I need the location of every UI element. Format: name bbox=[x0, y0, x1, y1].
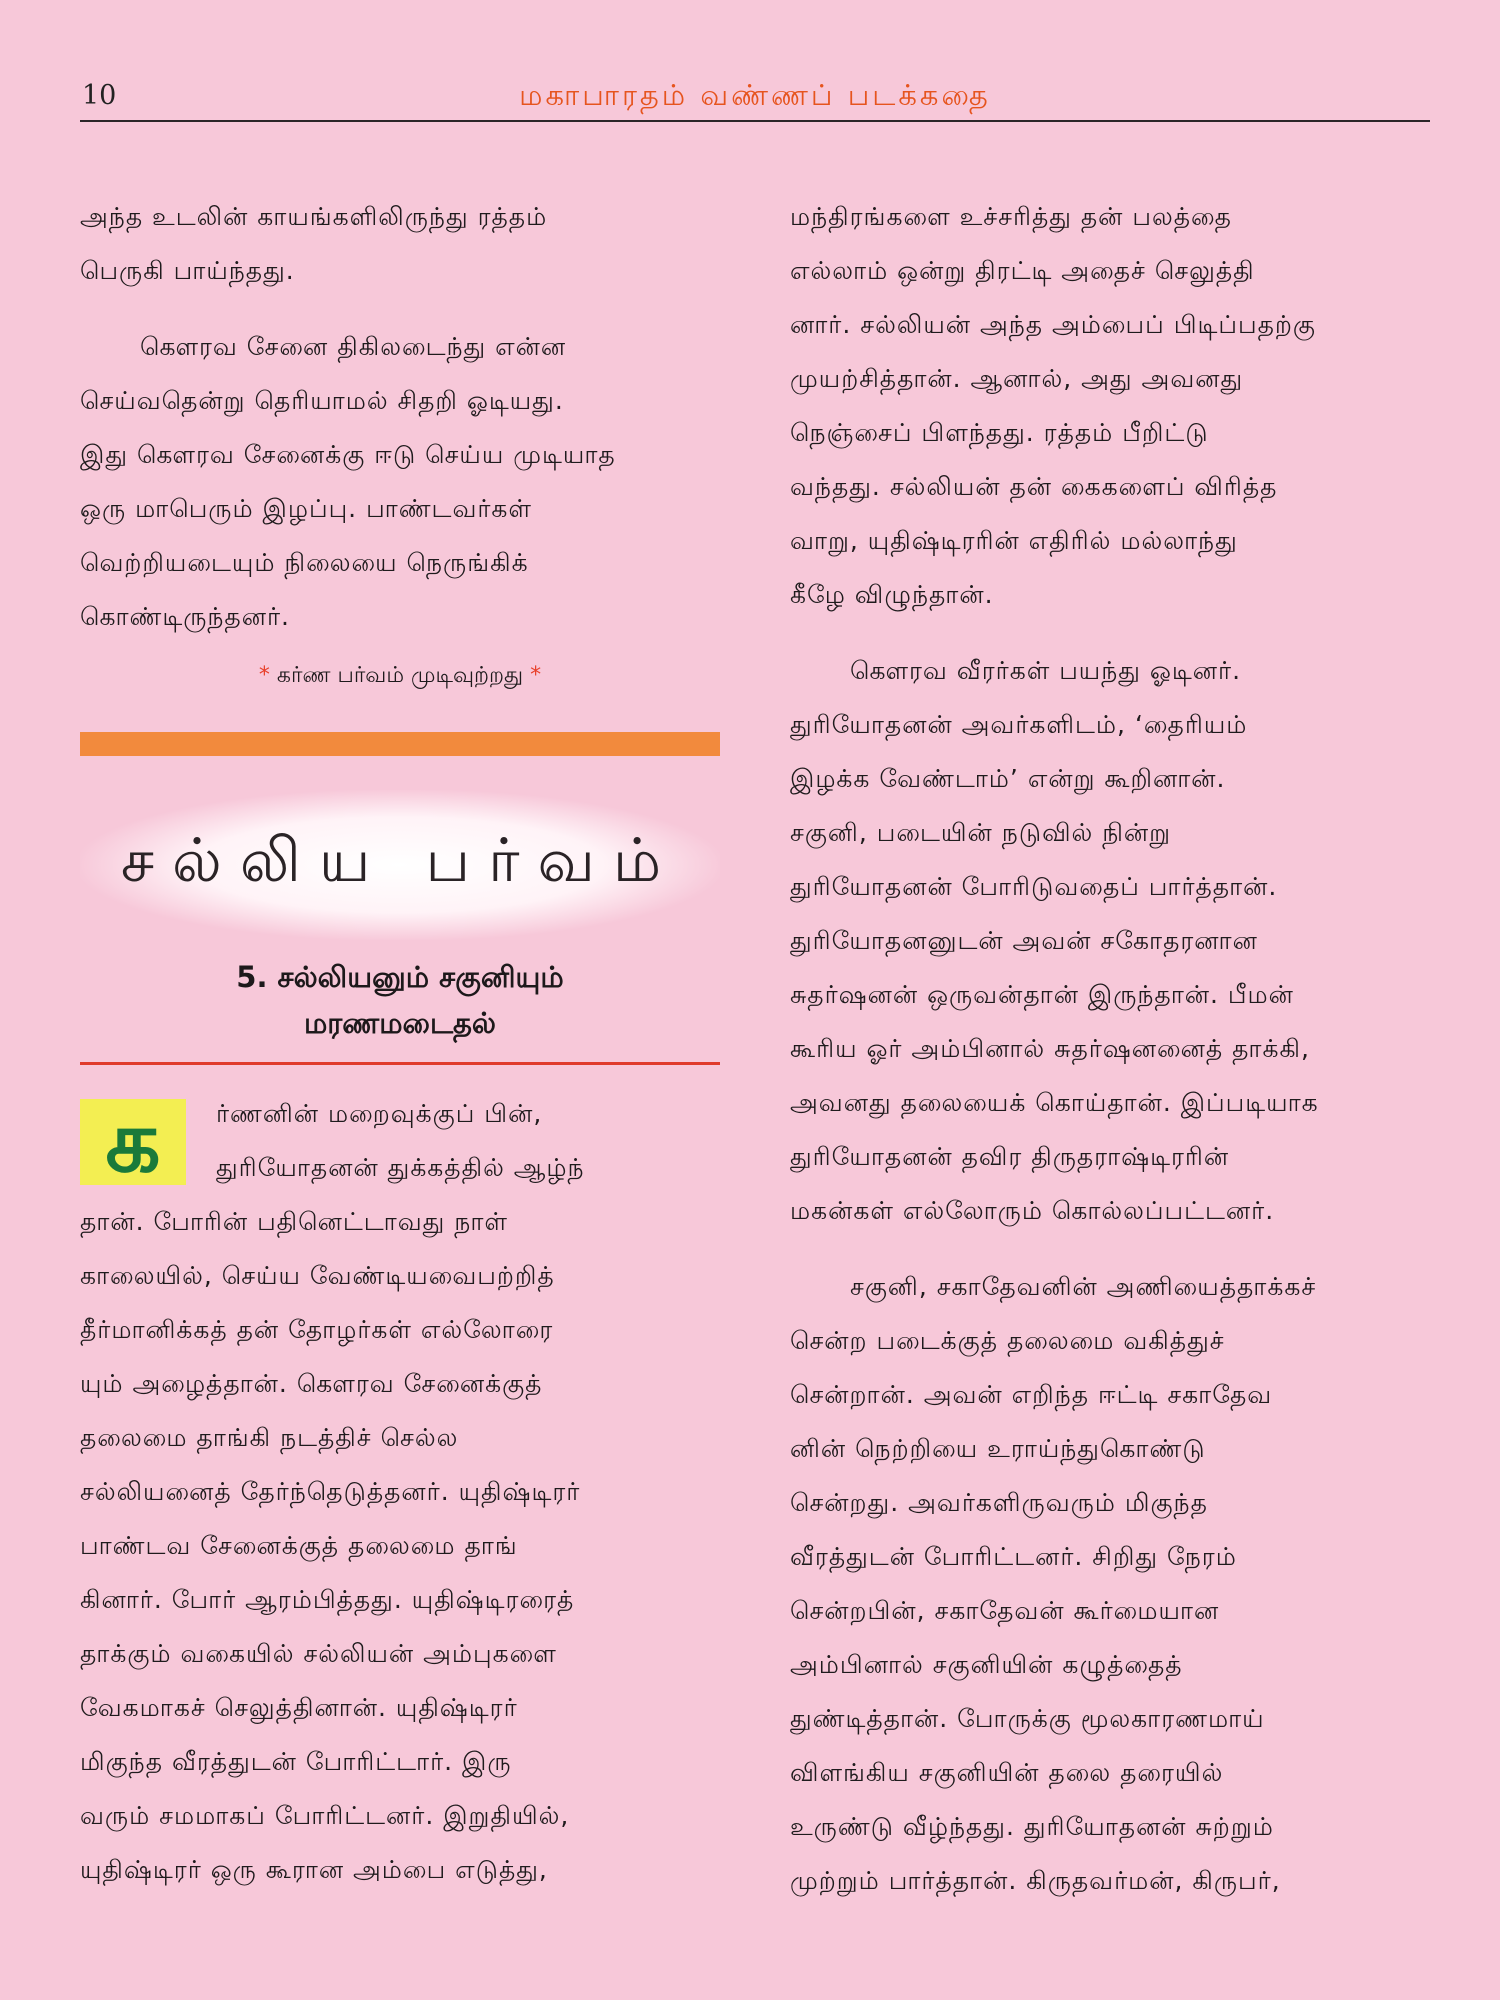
text-line: சுதர்ஷனன் ஒருவன்தான் இருந்தான். பீமன் bbox=[790, 980, 1294, 1009]
left-column bbox=[80, 190, 720, 1897]
text-line: சகுனி, சகாதேவனின் அணியைத்தாக்கச் bbox=[850, 1272, 1317, 1301]
text-line: வேகமாகச் செலுத்தினான். யுதிஷ்டிரர் bbox=[80, 1693, 518, 1722]
text-line: வரும் சமமாகப் போரிட்டனர். இறுதியில், bbox=[80, 1801, 570, 1830]
text-line: பெருகி பாய்ந்தது. bbox=[80, 256, 295, 285]
end-note-text: கர்ண பர்வம் முடிவுற்றது bbox=[276, 663, 524, 688]
text-line: மந்திரங்களை உச்சரித்து தன் பலத்தை bbox=[790, 202, 1232, 231]
right-paragraph-1 bbox=[790, 190, 1430, 622]
text-line: சென்றது. அவர்களிருவரும் மிகுந்த bbox=[790, 1488, 1208, 1517]
right-paragraph-3 bbox=[790, 1260, 1430, 1908]
text-line: முற்றும் பார்த்தான். கிருதவர்மன், கிருபர், bbox=[790, 1866, 1281, 1895]
left-paragraph-1 bbox=[80, 190, 720, 298]
drop-cap-letter: க bbox=[105, 1092, 161, 1192]
text-line: சென்றபின், சகாதேவன் கூர்மையான bbox=[790, 1596, 1220, 1625]
orange-divider-bar bbox=[80, 732, 720, 756]
text-line: தீர்மானிக்கத் தன் தோழர்கள் எல்லோரை bbox=[80, 1315, 554, 1344]
text-line: னின் நெற்றியை உராய்ந்துகொண்டு bbox=[790, 1434, 1206, 1463]
text-line: காலையில், செய்ய வேண்டியவைபற்றித் bbox=[80, 1261, 555, 1290]
text-line: வீரத்துடன் போரிட்டனர். சிறிது நேரம் bbox=[790, 1542, 1237, 1571]
text-line: எல்லாம் ஒன்று திரட்டி அதைச் செலுத்தி bbox=[790, 256, 1255, 285]
text-line: கௌரவ சேனை திகிலடைந்து என்ன bbox=[140, 332, 567, 361]
left-paragraph-2 bbox=[80, 320, 720, 644]
left-paragraph-3 bbox=[80, 1087, 720, 1897]
text-line: செய்வதென்று தெரியாமல் சிதறி ஓடியது. bbox=[80, 386, 564, 415]
text-line: அந்த உடலின் காயங்களிலிருந்து ரத்தம் bbox=[80, 202, 548, 231]
text-line: அம்பினால் சகுனியின் கழுத்தைத் bbox=[790, 1650, 1183, 1679]
text-line: பாண்டவ சேனைக்குத் தலைமை தாங் bbox=[80, 1531, 518, 1560]
text-line: தலைமை தாங்கி நடத்திச் செல்ல bbox=[80, 1423, 459, 1452]
text-line: மகன்கள் எல்லோரும் கொல்லப்பட்டனர். bbox=[790, 1196, 1275, 1225]
text-line: துரியோதனன் அவர்களிடம், ‘தைரியம் bbox=[790, 710, 1248, 739]
drop-cap bbox=[80, 1092, 186, 1192]
text-line: வாறு, யுதிஷ்டிரரின் எதிரில் மல்லாந்து bbox=[790, 526, 1238, 555]
text-line: துரியோதனனுடன் அவன் சகோதரனான bbox=[790, 926, 1258, 955]
text-line: சென்றான். அவன் எறிந்த ஈட்டி சகாதேவ bbox=[790, 1380, 1273, 1409]
text-line: உருண்டு வீழ்ந்தது. துரியோதனன் சுற்றும் bbox=[790, 1812, 1274, 1841]
text-line: யும் அழைத்தான். கௌரவ சேனைக்குத் bbox=[80, 1369, 543, 1398]
text-line: தான். போரின் பதினெட்டாவது நாள் bbox=[80, 1207, 508, 1236]
text-line: இது கௌரவ சேனைக்கு ஈடு செய்ய முடியாத bbox=[80, 440, 616, 469]
text-line: சல்லியனைத் தேர்ந்தெடுத்தனர். யுதிஷ்டிரர் bbox=[80, 1477, 581, 1506]
text-line: கினார். போர் ஆரம்பித்தது. யுதிஷ்டிரரைத் bbox=[80, 1585, 575, 1614]
star-mark: * bbox=[530, 663, 542, 688]
text-line: துரியோதனன் தவிர திருதராஷ்டிரரின் bbox=[790, 1142, 1230, 1171]
red-divider-rule bbox=[80, 1062, 720, 1065]
end-note bbox=[80, 658, 720, 694]
text-line: ர்ணனின் மறைவுக்குப் பின், bbox=[216, 1099, 543, 1128]
text-line: நெஞ்சைப் பிளந்தது. ரத்தம் பீறிட்டு bbox=[790, 418, 1209, 447]
text-line: இழக்க வேண்டாம்’ என்று கூறினான். bbox=[790, 764, 1226, 793]
page-header bbox=[80, 78, 1430, 122]
text-line: துரியோதனன் போரிடுவதைப் பார்த்தான். bbox=[790, 872, 1278, 901]
text-line: வெற்றியடையும் நிலையை நெருங்கிக் bbox=[80, 548, 529, 577]
text-line: சென்ற படைக்குத் தலைமை வகித்துச் bbox=[790, 1326, 1225, 1355]
running-title: மகாபாரதம் வண்ணப் படக்கதை bbox=[519, 78, 991, 112]
text-line: துண்டித்தான். போருக்கு மூலகாரணமாய் bbox=[790, 1704, 1265, 1733]
text-line: தாக்கும் வகையில் சல்லியன் அம்புகளை bbox=[80, 1639, 557, 1668]
chapter-title-line: மரணமடைதல் bbox=[303, 1006, 497, 1040]
text-line: கீழே விழுந்தான். bbox=[790, 580, 994, 609]
star-mark: * bbox=[258, 663, 270, 688]
section-title-banner bbox=[80, 790, 720, 940]
text-line: மிகுந்த வீரத்துடன் போரிட்டார். இரு bbox=[80, 1747, 512, 1776]
text-line: விளங்கிய சகுனியின் தலை தரையில் bbox=[790, 1758, 1224, 1787]
text-line: முயற்சித்தான். ஆனால், அது அவனது bbox=[790, 364, 1244, 393]
text-line: துரியோதனன் துக்கத்தில் ஆழ்ந் bbox=[216, 1153, 585, 1182]
text-line: னார். சல்லியன் அந்த அம்பைப் பிடிப்பதற்கு bbox=[790, 310, 1316, 339]
right-column bbox=[790, 190, 1430, 1908]
text-line: ஒரு மாபெரும் இழப்பு. பாண்டவர்கள் bbox=[80, 494, 532, 523]
chapter-title bbox=[80, 954, 720, 1046]
right-paragraph-2 bbox=[790, 644, 1430, 1238]
text-line: கூரிய ஓர் அம்பினால் சுதர்ஷனனைத் தாக்கி, bbox=[790, 1034, 1310, 1063]
text-line: அவனது தலையைக் கொய்தான். இப்படியாக bbox=[790, 1088, 1319, 1117]
section-title: சல்லிய பர்வம் bbox=[120, 826, 680, 896]
text-line: கொண்டிருந்தனர். bbox=[80, 602, 290, 631]
text-line: சகுனி, படையின் நடுவில் நின்று bbox=[790, 818, 1172, 847]
text-line: கௌரவ வீரர்கள் பயந்து ஓடினர். bbox=[850, 656, 1242, 685]
text-line: யுதிஷ்டிரர் ஒரு கூரான அம்பை எடுத்து, bbox=[80, 1855, 548, 1884]
page-number: 10 bbox=[82, 80, 117, 111]
text-line: வந்தது. சல்லியன் தன் கைகளைப் விரித்த bbox=[790, 472, 1278, 501]
chapter-title-line: 5. சல்லியனும் சகுனியும் bbox=[236, 960, 564, 994]
